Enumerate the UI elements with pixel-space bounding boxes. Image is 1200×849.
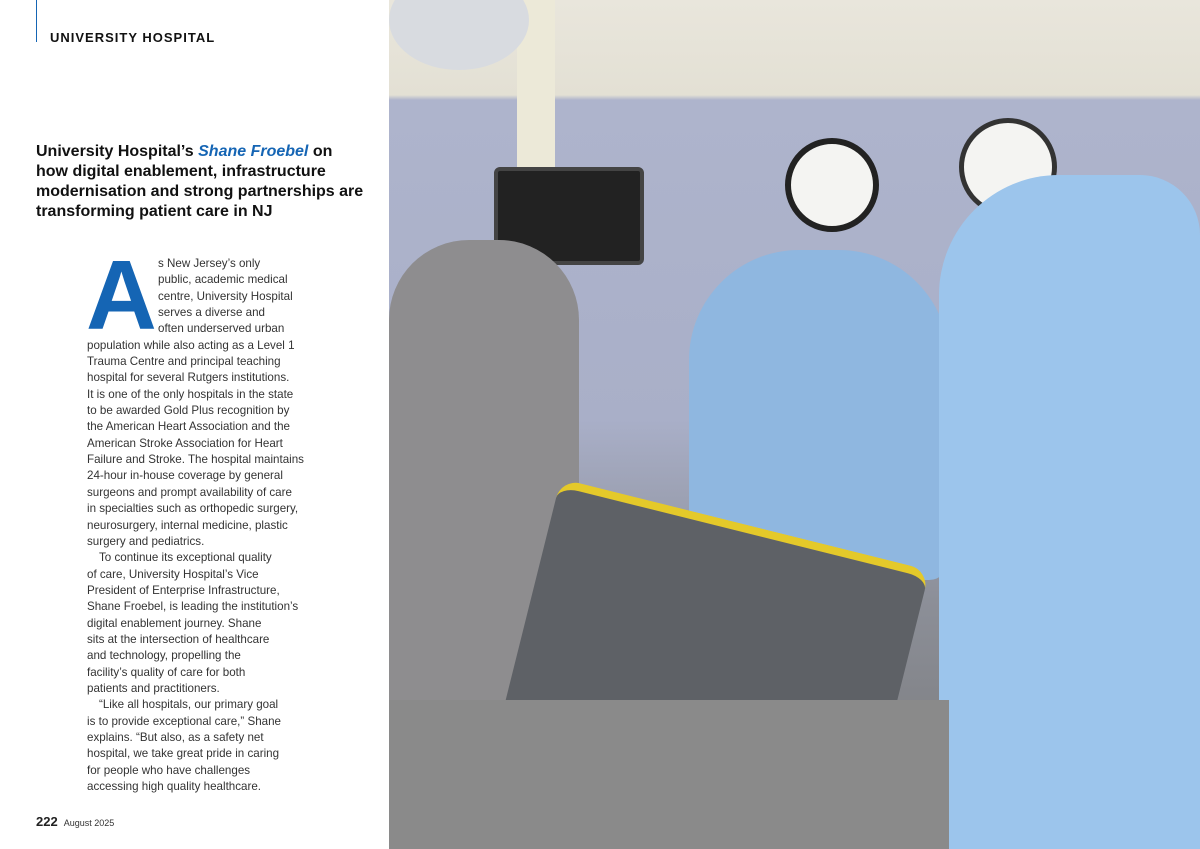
- body-line: “Like all hospitals, our primary goal: [99, 698, 279, 712]
- body-line: Shane Froebel, is leading the institution’s: [87, 600, 299, 614]
- body-line: s New Jersey’s only: [158, 257, 261, 270]
- body-line: population while also acting as a Level 1: [87, 338, 295, 352]
- body-line: It is one of the only hospitals in the state: [87, 387, 294, 401]
- article-column: [0, 0, 389, 849]
- body-line: centre, University Hospital: [158, 289, 293, 303]
- body-text: [87, 256, 337, 795]
- body-line: surgery and pediatrics.: [87, 534, 205, 548]
- headline-part: University Hospital’s: [36, 143, 199, 160]
- accent-rule: [36, 0, 37, 42]
- body-line: patients and practitioners.: [87, 681, 220, 695]
- body-line: digital enablement journey. Shane: [87, 616, 262, 630]
- body-line: sits at the intersection of healthcare: [87, 632, 270, 646]
- body-line: 24-hour in-house coverage by general: [87, 469, 283, 483]
- clock-icon: [785, 138, 879, 232]
- person-right: [939, 175, 1200, 849]
- page-number: 222: [36, 814, 58, 829]
- body-line: surgeons and prompt availability of care: [87, 485, 292, 499]
- body-line: To continue its exceptional quality: [99, 551, 272, 565]
- blanket: [389, 700, 949, 849]
- surgical-light: [389, 0, 529, 70]
- body-line: in specialties such as orthopedic surgery,: [87, 502, 299, 516]
- body-line: serves a diverse and: [158, 306, 265, 320]
- body-line: public, academic medical: [158, 273, 288, 287]
- body-line: facility’s quality of care for both: [87, 665, 246, 679]
- body-line: to be awarded Gold Plus recognition by: [87, 404, 290, 418]
- body-line: is to provide exceptional care,” Shane: [87, 714, 281, 728]
- body-line: American Stroke Association for Heart: [87, 436, 283, 450]
- article-photo: [389, 0, 1200, 849]
- body-line: of care, University Hospital’s Vice: [87, 567, 259, 581]
- issue-date: August 2025: [63, 818, 115, 828]
- body-line: often underserved urban: [158, 322, 285, 336]
- body-line: and technology, propelling the: [87, 649, 241, 663]
- body-line: hospital for several Rutgers institutions.: [87, 371, 290, 385]
- drop-cap: A: [86, 240, 157, 350]
- body-line: Trauma Centre and principal teaching: [87, 355, 281, 369]
- headline-name: Shane Froebel: [198, 143, 309, 160]
- body-line: accessing high quality healthcare.: [87, 780, 262, 793]
- body-line: for people who have challenges: [87, 763, 251, 777]
- body-line: neurosurgery, internal medicine, plastic: [87, 518, 288, 532]
- headline: [36, 142, 366, 222]
- body-line: Failure and Stroke. The hospital maintains: [87, 453, 304, 467]
- body-line: the American Heart Association and the: [87, 420, 291, 434]
- page-footer: [36, 814, 114, 829]
- body-line: explains. “But also, as a safety net: [87, 730, 264, 744]
- section-title: UNIVERSITY HOSPITAL: [50, 30, 216, 45]
- body-line: President of Enterprise Infrastructure,: [87, 583, 280, 597]
- body-line: hospital, we take great pride in caring: [87, 747, 280, 761]
- headline-part: on how digital enablement, infrastructure modernisation and strong partnerships are transforming patient care in NJ: [36, 143, 364, 220]
